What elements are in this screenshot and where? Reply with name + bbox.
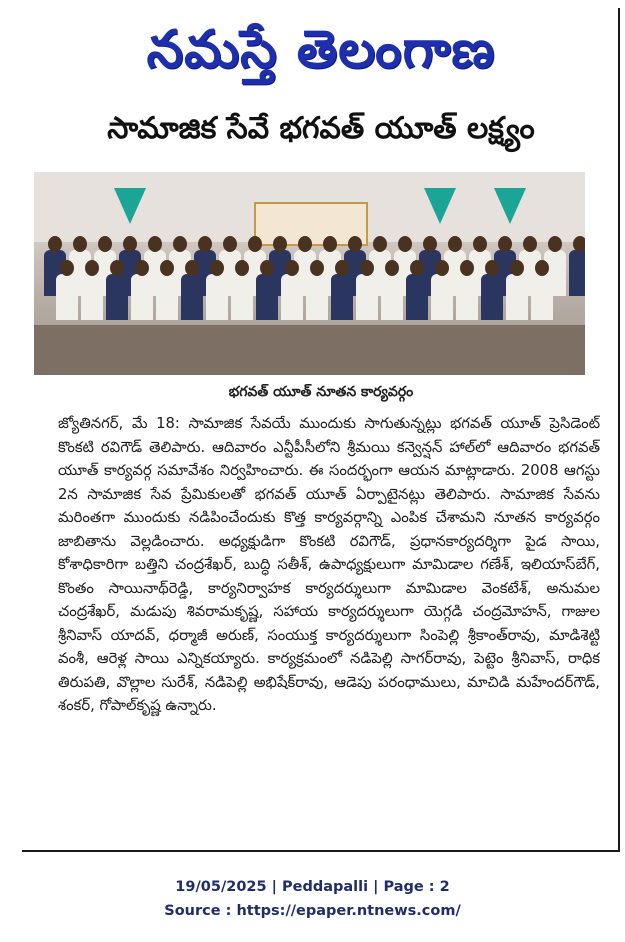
newspaper-masthead: నమస్తే తెలంగాణ [146,20,496,80]
article-headline: సామాజిక సేవే భగవత్ యూత్ లక్ష్యం [107,111,535,146]
article-body: జ్యోతినగర్, మే 18: సామాజిక సేవయే ముందుకు సాగుతున్నట్లు భగవత్ యూత్ ప్రెసిడెంట్ కొంకటి రవిగౌడ్ తెలిపారు. ఆదివారం ఎన్టీపీసీలోని శ్రీమయి కన్వెన్షన్ హాల్‌లో ఆదివారం భగవత్ యూత్ కార్యవర్గ సమావేశం నిర్వహించారు. ఈ సందర్భంగా ఆయన మాట్లాడారు. 2008 ఆగస్టు 2న సామాజిక సేవ ప్రేమికులతో భగవత్ యూత్ ఏర్పాటైనట్లు తెలిపారు. సామాజిక సేవను మరింతగా ముందుకు నడిపించేందుకు కొత్త కార్యవర్గాన్ని ఎంపిక చేశామని నూతన కార్యవర్గం జాబితాను వెల్లడించారు. అధ్యక్షుడిగా కొంకటి రవిగౌడ్, ప్రధానకార్యదర్శిగా పైడ సాయి, కోశాధికారిగా బత్తిని చంద్రశేఖర్, బుద్ధి సతీశ్, ఉపాధ్యక్షులుగా మామిడాల గణేశ్, ఇలియాస్‌బేగ్, కొంతం సాయినాథ్‌రెడ్డి, కార్యనిర్వాహక కార్యదర్శులుగా మామిడాల వెంకటేశ్, అనుమల చంద్రశేఖర్, మడుపు శివరామకృష్ణ, సహాయ కార్యదర్శులుగా యెగ్గడి చంద్రమోహన్, గాజుల శ్రీనివాస్ యాదవ్, ధర్మాజీ అరుణ్, సంయుక్త కార్యదర్శులుగా సింపెల్లి శ్రీకాంత్‌రావు, మాడిశెట్టి వంశీ, ఆరెళ్ల సాయి ఎన్నికయ్యారు. కార్యక్రమంలో నడిపెల్లి సాగర్‌రావు, పెట్టెం శ్రీనివాస్, రాధిక తిరుపతి, వొల్లాల సురేశ్, నడిపెల్లి అభిషేక్‌రావు, ఆడెపు పరంధాములు, మాచిడి మహేందర్‌గౌడ్, శంకర్, గోపాల్‌కృష్ణ ఉన్నారు. [58,415,600,714]
clipping-frame [22,8,620,852]
footer-dateline: 19/05/2025 | Peddapalli | Page : 2 [175,879,450,895]
footer-source: Source : https://epaper.ntnews.com/ [164,903,461,919]
group-photo [34,172,585,375]
photo-caption: భగవత్ యూత్ నూతన కార్యవర్గం [228,384,414,400]
